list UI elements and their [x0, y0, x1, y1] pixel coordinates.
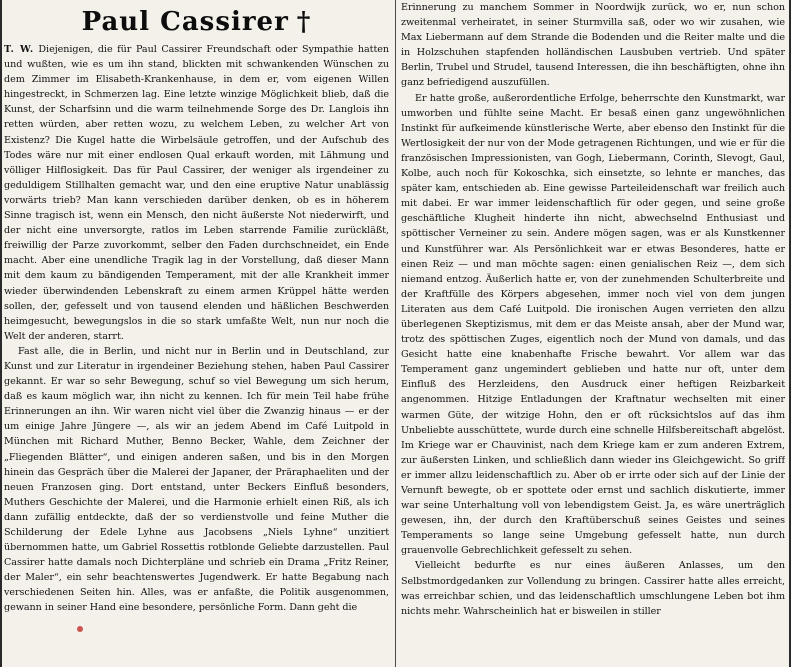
- paragraph-1-text: Diejenigen, die für Paul Cassirer Freundschaft oder Sympathie hatten und wußten, wie es um ihn stand, blickten mit schwankenden Wünschen zu dem Zimmer im Elisabeth-Krankenhause, in dem er, vom eigenen Willen hingestreckt, in Schmerzen lag. Eine letzte winzige Möglichkeit blieb, daß die Kunst, der Scharfsinn und die warm teilnehmende Sorge des Dr. Langlois ihn retten würden, aber retten wozu, zu welchem Leben, zu welcher Art von Existenz? Die Kugel hatte die Wirbelsäule getroffen, und der Aufschub des Todes wäre nur mit einer endlosen Qual erkauft worden, mit Lähmung und völliger Hilflosigkeit. Das für Paul Cassirer, der weniger als irgendeiner zu geduldigem Stillhalten gemacht war, und den eine eruptive Natur unablässig vorwärts trieb? Man kann verschieden darüber denken, ob es in höherem Sinne tragisch ist, wenn ein Mensch, den nicht äußerste Not niederwirft, und der nicht eine unversorgte, ratlos im Leben starrende Familie zurückläßt, freiwillig der Parze zuvorkommt, selber den Faden durchschneidet, ein Ende macht. Aber eine unendliche Tragik lag in der Vorstellung, daß dieser Mann mit dem kaum zu bändigenden Temperament, mit der alle Krankheit immer wieder überwindenden Lebenskraft zu einem armen Krüppel hätte werden sollen, der, gefesselt und von tausend elenden und häßlichen Beschwerden heimgesucht, bewegungslos in die so stark umfaßte Welt, nun nur noch die Welt der anderen, starrt.: [4, 44, 389, 342]
- paragraph-1: [4, 42, 389, 344]
- author-initials: T. W.: [4, 44, 34, 55]
- right-column: [401, 0, 785, 667]
- left-column: [4, 0, 389, 667]
- headline-text: Paul Cassirer: [81, 7, 289, 37]
- paragraph-4: Er hatte große, außerordentliche Erfolge, beherrschte den Kunstmarkt, war umworben und fühlte seine Macht. Er besaß einen ganz ungewöhnlichen Instinkt für aufkeimende künstlerische Werte, aber ebenso den Instinkt für die Wertlosigkeit der nur von der Mode getragenen Richtungen, und wie er für die französischen Impressionisten, van Gogh, Liebermann, Corinth, Slevogt, Gaul, Kolbe, auch noch für Kokoschka, sich einsetzte, so lehnte er manches, das später kam, entschieden ab. Eine gewisse Parteileidenschaft war freilich auch mit dabei. Er war immer leidenschaftlich für oder gegen, und seine große geschäftliche Klugheit hinderte ihn nicht, abwechselnd Enthusiast und spöttischer Verneiner zu sein. Andere mögen sagen, was er als Kunstkenner und Kunstführer war. Als Persönlichkeit war er etwas Besonderes, hatte er einen Reiz — und man möchte sagen: einen genialischen Reiz —, dem sich niemand entzog. Äußerlich hatte er, von der zunehmenden Schulterbreite und der Kraftfülle des Körpers abgesehen, immer noch viel von dem jungen Literaten aus dem Café Luitpold. Die ironischen Augen verrieten den allzu überlegenen Skeptizismus, mit dem er das Meiste ansah, aber der Mund war, trotz des spöttischen Zuges, eigentlich noch der Mund von damals, und das Gesicht hatte eine knabenhafte Frische bewahrt. Vor allem war das Temperament ganz ungemindert geblieben und hatte nur oft, unter dem Einfluß des Herzleidens, den Ausdruck einer heftigen Reizbarkeit angenommen. Hitzige Entladungen der Kraftnatur wechselten mit einer warmen Güte, der witzige Hohn, den er oft rücksichtslos auf das ihm Unbeliebte ausschüttete, wurde durch eine schnelle Hilfsbereitschaft abgelöst. Im Kriege war er Chauvinist, nach dem Kriege kam er zum anderen Extrem, zur äußersten Linken, und schließlich dann wieder ins Gleichgewicht. So griff er immer allzu leidenschaftlich zu. Aber ob er irrte oder sich auf der Linie der Vernunft bewegte, ob er spottete oder ernst und sachlich diskutierte, immer war seine Unterhaltung voll von lebendigstem Geist. Ja, es wäre unerträglich gewesen, ihn, der durch den Kraftüberschuß seines Geistes und seines Temperaments so lange seine Umgebung gefesselt hatte, nun durch grauenvolle Gebrechlichkeit gefesselt zu sehen.: [401, 92, 785, 557]
- ink-stain-mark: [77, 626, 83, 632]
- paragraph-2: Fast alle, die in Berlin, und nicht nur in Berlin und in Deutschland, zur Kunst und zur Literatur in irgendeiner Beziehung stehen, haben Paul Cassirer gekannt. Er war so sehr Bewegung, schuf so viel Bewegung um sich herum, daß es kaum möglich war, ihn nicht zu kennen. Ich für mein Teil habe frühe Erinnerungen an ihn. Wir waren nicht viel über die Zwanzig hinaus — er der um einige Jahre Jüngere —, als wir an jedem Abend im Café Luitpold in München mit Richard Muther, Benno Becker, Wahle, dem Zeichner der „Fliegenden Blätter“, und einigen anderen saßen, und bis in den Morgen hinein das Gespräch über die Malerei der Japaner, der Präraphaeliten und der neuen Franzosen ging. Dort entstand, unter Beckers Einfluß besonders, Muthers Geschichte der Malerei, und die Harmonie erhielt einen Riß, als ich dann zufällig entdeckte, daß der so verdienstvolle und feine Muther die Schilderung der Edele Lyhne aus Jacobsens „Niels Lyhne“ unzitiert übernommen hatte, um Gabriel Rossettis rotblonde Geliebte darzustellen. Paul Cassirer hatte damals noch Dichterpläne und schrieb ein Drama „Fritz Reiner, der Maler“, ein sehr beachtenswertes Jugendwerk. Er hatte Begabung nach verschiedenen Seiten hin. Alles, was er anfaßte, die Politik ausgenommen, gewann in seiner Hand eine besondere, persönliche Form. Dann geht die: [4, 345, 389, 614]
- right-column-text: [401, 0, 785, 619]
- paragraph-3: Erinnerung zu manchem Sommer in Noordwijk zurück, wo er, nun schon zweitenmal verheiratet, in seiner Sturmvilla saß, oder wo wir zusahen, wie Max Liebermann auf dem Strande die Bodenden und die Reiter malte und die in Holzschuhen stapfenden holländischen Lausbuben vertrieb. Und später Berlin, Trubel und Strudel, tausend Interessen, die ihn beschäftigten, ohne ihn ganz befriedigend auszufüllen.: [401, 2, 785, 89]
- cross-icon: †: [296, 7, 312, 37]
- article-headline: [4, 4, 389, 40]
- left-column-text: [4, 42, 389, 616]
- paragraph-5: Vielleicht bedurfte es nur eines äußeren Anlasses, um den Selbstmordgedanken zur Vollendung zu bringen. Cassirer hatte alles erreicht, was erreichbar schien, und das leidenschaftlich umschlungene Leben bot ihm nichts mehr. Wahrscheinlich hat er bisweilen in stiller: [401, 560, 785, 617]
- column-divider: [395, 0, 396, 667]
- left-border-rule: [0, 0, 2, 667]
